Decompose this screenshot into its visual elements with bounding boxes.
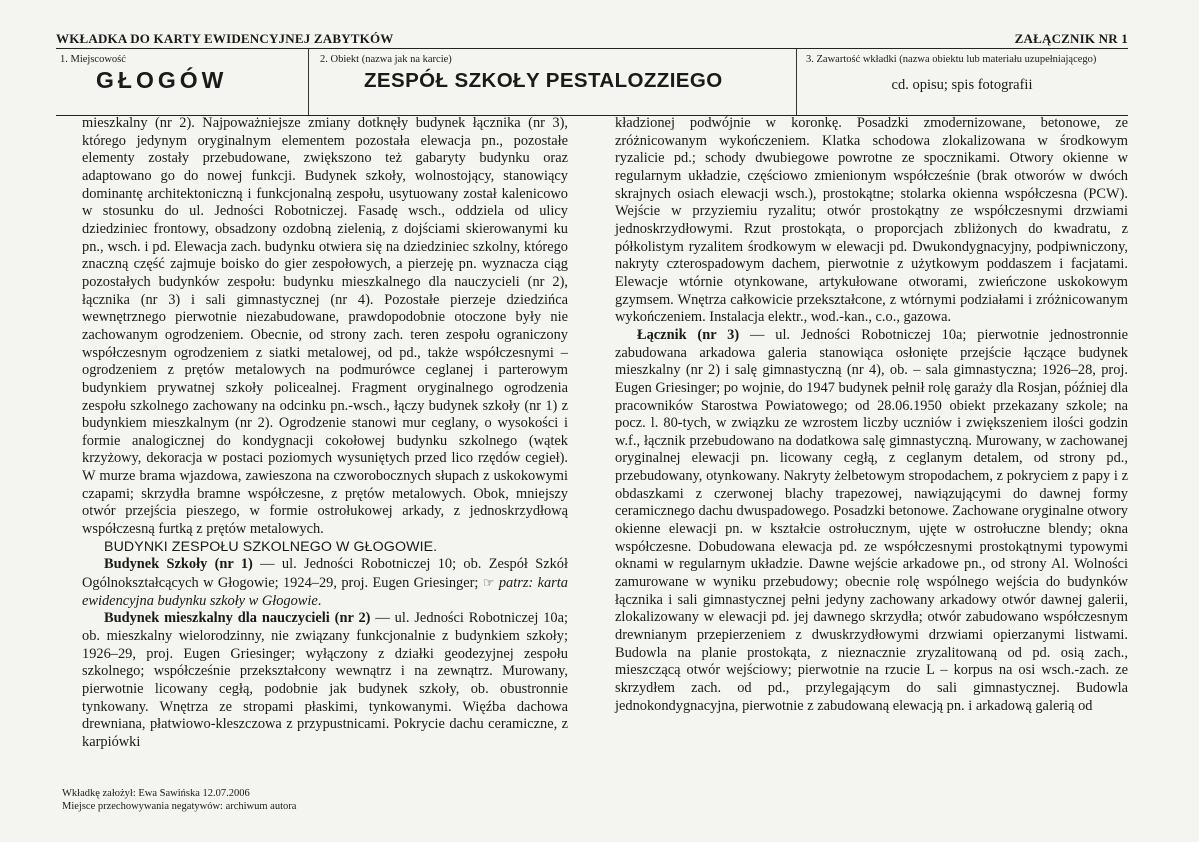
connector-text: — ul. Jedności Robotniczej 10a; pierwotnie jednostronnie zabudowana arkadowa galeria stanowiąca osłonięte przejście łączące budynek mieszkalny (nr 2) i salę gimnastyczną (nr 4), ob. – sala gimnastyczna; 1926–28, proj. Eugen Griesinger; po wojnie, do 1947 budynek pełnił rolę garaży dla Rosjan, później dla pracowników Starostwa Powiatowego; od 28.06.1950 obiekt przekazany szkole; na pocz. l. 80-tych, w związku ze wzrostem liczby uczniów i zwiększeniem ilości godzin w.f., łącznik przebudowano na dodatkowa salę gimnastyczną. Murowany, w zachowanej oryginalnej elewacji pn. licowany cegłą, z ceglanym detalem, od strony pd., przebudowany, otynkowany. Nakryty żelbetowym stropodachem, z pokryciem z papy i z obdaszkami z czerwonej blachy trapezowej, nawiązującymi do dawnej formy ceramicznego dachu dwuspadowego. Posadzki betonowe. Zachowane oryginalne otwory okienne elewacji pn. w kształcie ostrołucznym, ujęte w ostrołuczne blendy; okna współczesne. Dobudowana elewacja pd. ze współczesnymi prostokątnymi typowymi oknami w regularnym układzie. Dawne wejście arkadowe pn., od strony Al. Wolności zamurowane w wyniku przebudowy; obecnie rolę wspólnego wejścia do budynków łącznika i sali gimnastycznej pełni jedyny zachowany arkadowy otwór dawnej galerii, zlokalizowany w elewacji pd. jej dawnego skrzydła; otwór zabudowano współczesnym drewnianym przepierzeniem z dwuskrzydłowymi drzwiami opierzanymi listwami. Budowla na planie prostokąta, z nieznacznie zryzalitowaną od pd. osią zach., mieszczącą otwór wejściowy; pierwotnie na rzucie L – korpus na osi wsch.-zach. ze skrzydłem zach. od pd., przylegającym do sali gimnastycznej. Budowla jednokondygnacyjna, pierwotnie z zabudowaną elewacją pn. i arkadową galerią od xyxy=(615,326,1128,714)
negatives-location-line: Miejsce przechowywania negatywów: archiwum autora xyxy=(62,801,297,812)
author-line: Wkładkę założył: Ewa Sawińska 12.07.2006 xyxy=(62,788,250,799)
teachers-house-paragraph xyxy=(82,610,568,751)
school-building-paragraph xyxy=(82,556,568,610)
contents-cell xyxy=(796,49,1128,115)
period: . xyxy=(317,592,322,609)
contents-label: 3. Zawartość wkładki (nazwa obiektu lub materiału uzupełniającego) xyxy=(806,54,1097,65)
connector-paragraph xyxy=(615,327,1128,715)
locality-cell xyxy=(56,49,309,115)
teachers-house-text: — ul. Jedności Robotniczej 10a; ob. mieszkalny wielorodzinny, nie związany funkcjonalnie z budynkiem szkoły; 1926–29, proj. Eugen Griesinger; wyłączony z działki geodezyjnej zespołu szkolnego; współcześnie przekształcony wewnątrz i na zewnątrz. Murowany, pierwotnie licowany cegłą, podobnie jak budynek szkoły, ob. obustronnie tynkowany. Wnętrza ze stropami płaskimi, tynkowanymi. Więźba dachowa drewniana, płatwiowo-kleszczowa z przypustnicami. Pokrycie dachu ceramiczne, z karpiówki xyxy=(82,610,568,750)
school-building-reference: patrz: karta ewidencyjna budynku szkoły w Głogowie xyxy=(82,575,568,609)
school-building-text: — ul. Jedności Robotniczej 10; ob. Zespół Szkół Ogólnokształcących w Głogowie; 1924–29, proj. Eugen Griesinger; xyxy=(82,556,568,592)
left-column xyxy=(82,115,568,752)
left-paragraph-1: mieszkalny (nr 2). Najpoważniejsze zmiany dotknęły budynek łącznika (nr 3), którego jedynym oryginalnym elementem pozostała elewacja pn., pozostałe elementy zostały przebudowane, zwiększono też gabaryty budynku oraz adaptowano go do nowej funkcji. Budynek szkoły, wolnostojący, stanowiący dominantę architektoniczną i funkcjonalną zespołu, usytuowany został kalenicowo w stosunku do ul. Jedności Robotniczej. Fasadę wsch., oddziela od ulicy dziedziniec frontowy, obsadzony ozdobną zielenią, z dojściami skierowanymi ku pn., wsch. i pd. Elewacja zach. budynku otwiera się na dziedziniec szkolny, którego znaczną część zajmuje boisko do gier zespołowych, a pierzeję pn. wyznacza ciąg pozostałych budynków zespołu: budynku mieszkalnego dla nauczycieli (nr 2), łącznika (nr 3) i sali gimnastycznej (nr 4). Pozostałe pierzeje dziedzińca wewnętrznego pierwotnie niezabudowane, prawdopodobnie otoczone były nie zachowanym ogrodzeniem. Obecnie, od strony zach. teren zespołu ograniczony współczesnym ogrodzeniem z siatki metalowej, od pd., także współczesnymi – ogrodzeniem z prętów metalowych na podmurówce ceglanej i parterowym budynkiem prywatnej szkoły policealnej. Fragment oryginalnego ogrodzenia zespołu szkolnego zachowany na odcinku pn.-wsch., łączy budynek szkoły (nr 1) z budynkiem mieszkalnym (nr 2). Ogrodzenie stanowi mur ceglany, o wysokości i formie analogicznej do kondygnacji cokołowej budynku szkolnego (wątek krzyżowy, dekoracja w postaci poziomych wysuniętych przed lico rzędów cegieł). W murze brama wjazdowa, zawieszona na czworobocznych słupach z uskokowymi czapami; skrzydła bramne współczesne, z prętów metalowych. Obok, mniejszy otwór przejścia pieszego, w formie ostrołukowej arkady, z jednoskrzydłową współczesną furtką z prętów metalowych. xyxy=(82,115,568,538)
locality-value: GŁOGÓW xyxy=(96,67,228,93)
object-cell xyxy=(308,49,797,115)
teachers-house-title: Budynek mieszkalny dla nauczycieli (nr 2) xyxy=(104,610,371,627)
right-paragraph-1: kładzionej podwójnie w koronkę. Posadzki zmodernizowane, betonowe, ze zróżnicowanym wykończeniem. Klatka schodowa zlokalizowana w środkowym ryzalicie pd.; schody dwubiegowe powrotne ze spocznikami. Otwory okienne w regularnym układzie, częściowo zmienionym współcześnie (brak otworów w dwóch skrajnych osiach elewacji wsch.), prostokątne; stolarka okienna współczesna (PCW). Wejście w przyziemiu ryzalitu; otwór prostokątny ze współczesnymi drzwiami jednoskrzydłowymi. Rzut prostokąta, o proporcjach zbliżonych do kwadratu, z półkolistym ryzalitem środkowym w elewacji pd. Dwukondygnacyjny, podpiwniczony, nakryty czterospadowym dachem, pierwotnie z użytkowym poddaszem i facjatami. Elewacje wtórnie otynkowane, artykułowane otworami, zwieńczone uskokowym gzymsem. Wnętrza całkowicie przekształcone, z wtórnymi podziałami i zróżnicowanym wykończeniem. Instalacja elektr., wod.-kan., c.o., gazowa. xyxy=(615,115,1128,326)
object-label: 2. Obiekt (nazwa jak na karcie) xyxy=(320,54,452,65)
form-title: WKŁADKA DO KARTY EWIDENCYJNEJ ZABYTKÓW xyxy=(56,31,394,46)
pointing-hand-icon: ☞ xyxy=(482,575,495,591)
school-building-title: Budynek Szkoły (nr 1) xyxy=(104,556,253,573)
object-value: ZESPÓŁ SZKOŁY PESTALOZZIEGO xyxy=(364,69,723,92)
header-table xyxy=(56,48,1128,116)
top-line xyxy=(56,31,1128,47)
right-column xyxy=(615,115,1128,715)
connector-title: Łącznik (nr 3) xyxy=(637,326,740,343)
attachment-number: ZAŁĄCZNIK NR 1 xyxy=(1014,31,1128,46)
footer xyxy=(62,787,296,813)
locality-label: 1. Miejscowość xyxy=(60,54,126,65)
contents-value: cd. opisu; spis fotografii xyxy=(891,77,1033,93)
section-heading: BUDYNKI ZESPOŁU SZKOLNEGO W GŁOGOWIE. xyxy=(104,538,438,555)
